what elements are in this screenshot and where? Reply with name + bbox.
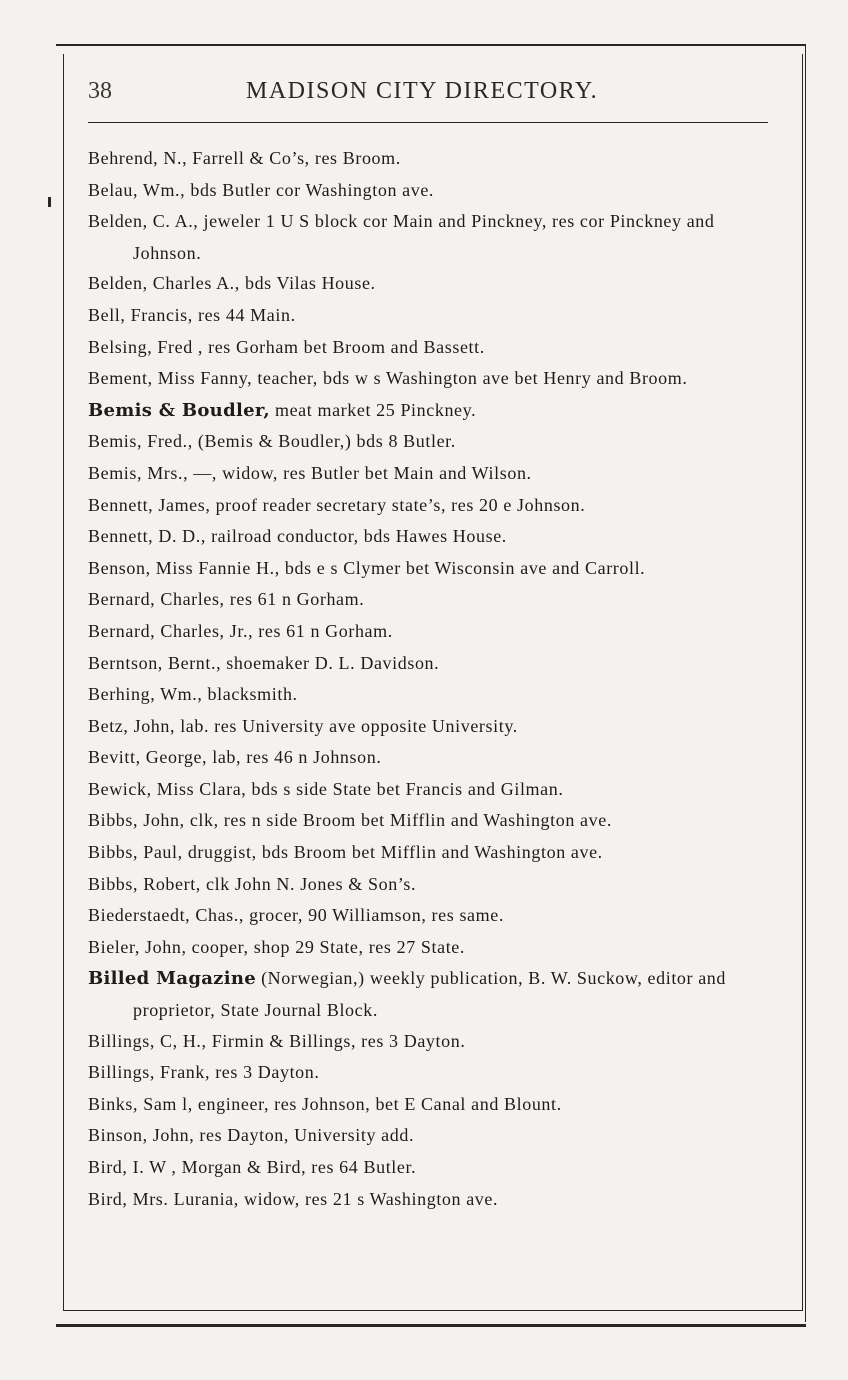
directory-entry [88,1089,778,1121]
entry-text: Betz, John, lab. res University ave opposite University. [88,715,518,736]
directory-entry [88,175,778,207]
entry-text: Bernard, Charles, res 61 n Gorham. [88,589,365,610]
margin-mark [48,197,51,207]
entry-text: Bibbs, Robert, clk John N. Jones & Son’s. [88,873,417,894]
directory-entry [88,521,778,553]
directory-entry [88,1026,778,1058]
directory-entry [88,206,778,268]
entry-text: Billings, Frank, res 3 Dayton. [88,1062,320,1083]
directory-entry [88,932,778,964]
running-title: MADISON CITY DIRECTORY. [246,78,599,104]
directory-entry [88,963,778,1025]
entry-text: (Norwegian,) weekly publication, B. W. Suckow, editor and proprietor, State Journal Block. [133,968,727,1021]
directory-entry [88,742,778,774]
directory-entry [88,616,778,648]
directory-entry [88,300,778,332]
entry-text: Binson, John, res Dayton, University add. [88,1125,415,1146]
entry-text: Bernard, Charles, Jr., res 61 n Gorham. [88,620,393,641]
directory-entry [88,490,778,522]
directory-entry [88,711,778,743]
entry-text: Belden, C. A., jeweler 1 U S block cor Main and Pinckney, res cor Pinckney and Johnson. [88,211,715,263]
entry-text: Bieler, John, cooper, shop 29 State, res 27 State. [88,936,465,957]
entry-text: Benson, Miss Fannie H., bds e s Clymer bet Wisconsin ave and Carroll. [88,557,646,578]
entry-text: Biederstaedt, Chas., grocer, 90 Williamson, res same. [88,905,504,926]
entry-text: Bewick, Miss Clara, bds s side State bet Francis and Gilman. [88,778,564,799]
entry-text: Belden, Charles A., bds Vilas House. [88,273,376,294]
entry-bold-name: Billed Magazine [88,968,256,990]
entry-text: Bemis, Fred., (Bemis & Boudler,) bds 8 Butler. [88,431,456,452]
entry-text: meat market 25 Pinckney. [269,399,477,420]
entry-text: Bemis, Mrs., —, widow, res Butler bet Main and Wilson. [88,462,532,483]
entry-text: Behrend, N., Farrell & Co’s, res Broom. [88,148,401,168]
directory-entry [88,553,778,585]
directory-entry [88,458,778,490]
directory-entry [88,332,778,364]
directory-entry [88,268,778,300]
directory-entry [88,869,778,901]
directory-entry [88,679,778,711]
page-header [88,74,778,114]
page-number: 38 [88,78,112,104]
entry-text: Bennett, D. D., railroad conductor, bds Hawes House. [88,526,507,547]
directory-entry [88,774,778,806]
directory-entry [88,395,778,427]
entry-text: Bell, Francis, res 44 Main. [88,304,296,325]
entry-text: Billings, C, H., Firmin & Billings, res 3 Dayton. [88,1030,466,1051]
entry-text: Bird, Mrs. Lurania, widow, res 21 s Washington ave. [88,1188,499,1209]
directory-entry [88,837,778,869]
directory-entry [88,426,778,458]
entry-text: Bibbs, John, clk, res n side Broom bet Mifflin and Washington ave. [88,810,612,831]
page-frame-right-rule [805,44,806,1322]
entry-text: Bement, Miss Fanny, teacher, bds w s Washington ave bet Henry and Broom. [88,368,688,389]
entry-text: Belsing, Fred , res Gorham bet Broom and Bassett. [88,336,485,357]
directory-entry [88,1152,778,1184]
entry-text: Bevitt, George, lab, res 46 n Johnson. [88,747,382,768]
entry-text: Berntson, Bernt., shoemaker D. L. Davidson. [88,652,440,673]
entry-text: Berhing, Wm., blacksmith. [88,684,298,705]
directory-entry [88,1120,778,1152]
header-rule [88,122,768,123]
page-bottom-rule [56,1326,806,1327]
directory-entry [88,1057,778,1089]
entry-bold-name: Bemis & Boudler, [88,399,270,421]
directory-entries [88,143,778,1215]
directory-entry [88,900,778,932]
entry-text: Binks, Sam l, engineer, res Johnson, bet E Canal and Blount. [88,1093,562,1114]
directory-entry [88,143,778,175]
directory-entry [88,1184,778,1216]
entry-text: Bibbs, Paul, druggist, bds Broom bet Mifflin and Washington ave. [88,842,603,863]
directory-entry [88,648,778,680]
directory-entry [88,805,778,837]
entry-text: Belau, Wm., bds Butler cor Washington ave. [88,179,435,200]
directory-entry [88,584,778,616]
directory-entry [88,363,778,395]
entry-text: Bird, I. W , Morgan & Bird, res 64 Butler. [88,1157,417,1177]
entry-text: Bennett, James, proof reader secretary state’s, res 20 e Johnson. [88,494,586,515]
